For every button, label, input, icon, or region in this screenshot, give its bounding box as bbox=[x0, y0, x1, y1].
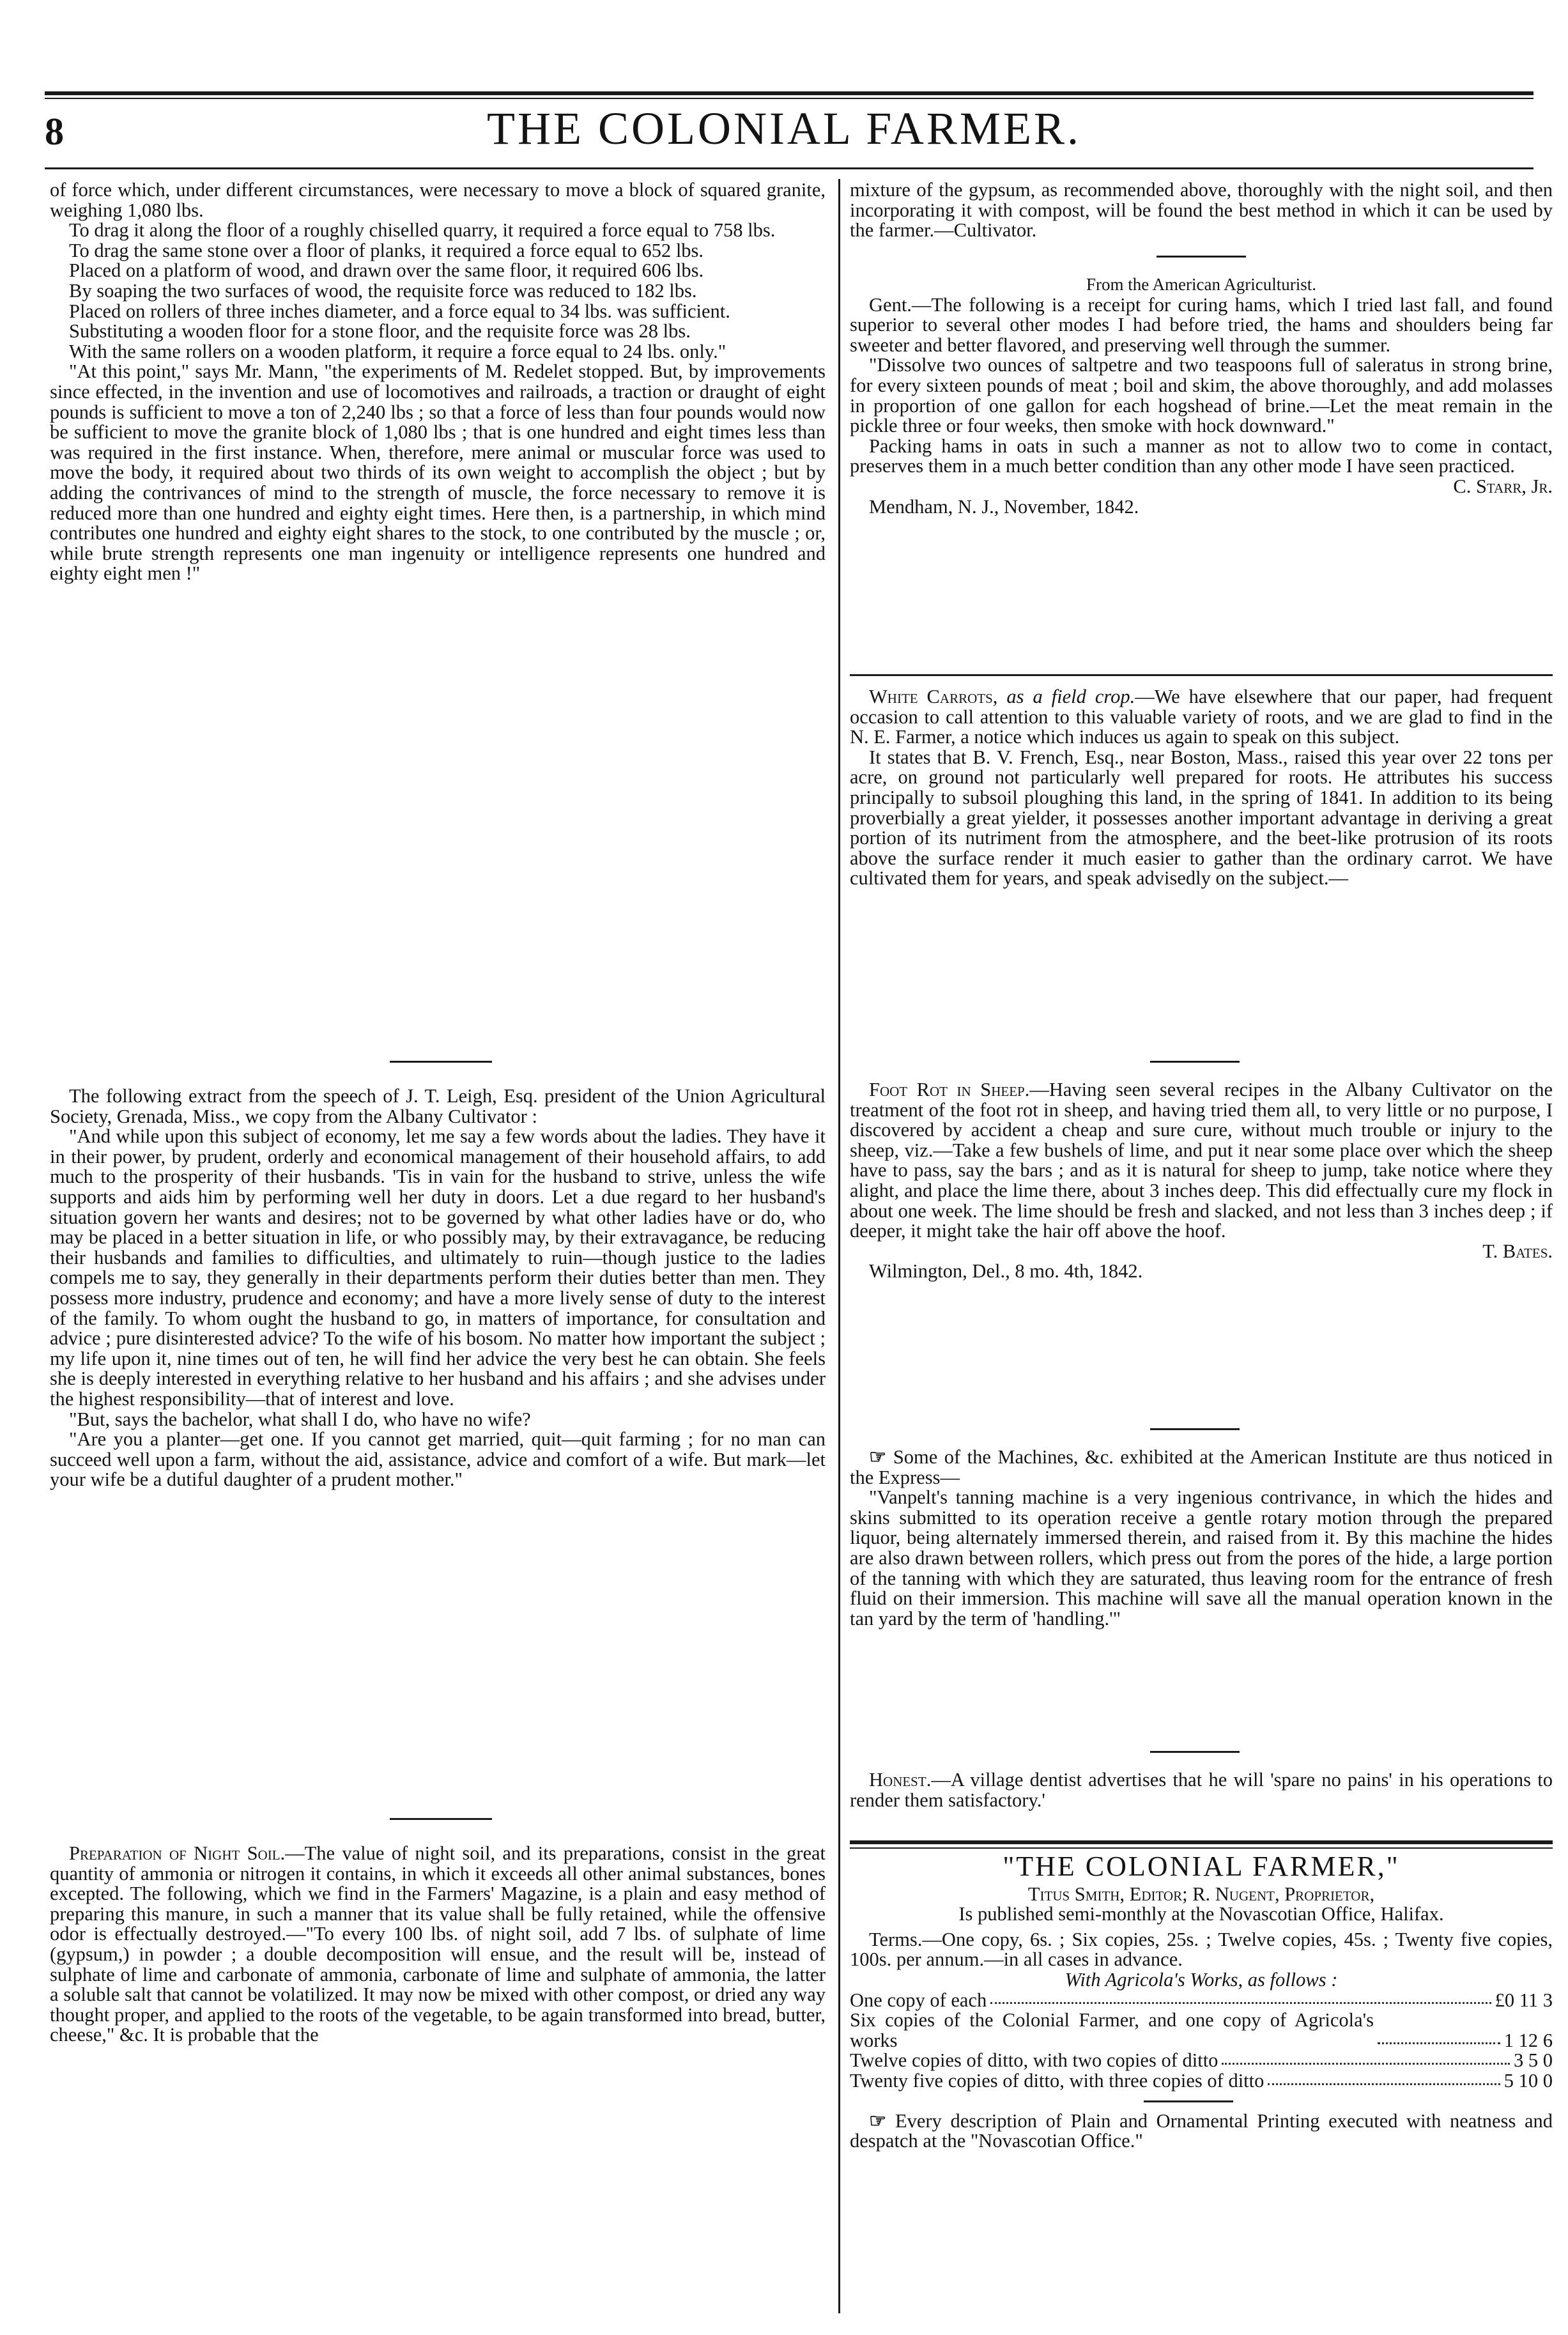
price-value: 5 10 0 bbox=[1503, 2069, 1553, 2092]
machines-article bbox=[850, 1447, 1553, 1629]
article-body: Some of the Machines, &c. exhibited at the American Institute are thus noticed in the Express— bbox=[850, 1446, 1553, 1488]
article-lead: Foot Rot in Sheep. bbox=[869, 1079, 1030, 1100]
price-label: Six copies of the Colonial Farmer, and one copy of Agricola's works bbox=[850, 2009, 1374, 2051]
price-value: 1 12 6 bbox=[1503, 2029, 1553, 2051]
carrots-article bbox=[850, 687, 1553, 889]
paragraph: It states that B. V. French, Esq., near Boston, Mass., raised this year over 22 tons per acre, on ground not particularly well prepared for roots. He attributes his success principally to subsoil ploughing this land, in the spring of 1841. In addition to its being proverbially a great yielder, it possesses another important advantage in deriving a great portion of its nutriment from the atmosphere, and the beet-like protrusion of its roots above the surface render it much easier to gather than the ordinary carrot. We have cultivated them for years, and speak advisedly on the subject.— bbox=[850, 746, 1553, 890]
paragraph: Packing hams in oats in such a manner as not to allow two to come in contact, preserves them in a much better condition than any other mode I have seen practiced. bbox=[850, 435, 1553, 477]
article-body: —Having seen several recipes in the Albany Cultivator on the treatment of the foot rot in sheep, and having tried them all, to very little or no purpose, I discovered by accident a cheap and sure cure, without much trouble or injury to the sheep, viz.—Take a few bushels of lime, and put it near some place over which the sheep have to pass, say the bars ; and as it is natural for sheep to jump, take notice where they alight, and place the lime there, about 3 inches deep. This did effectually cure my flock in about one week. The lime should be fresh and slacked, and not less than 3 inches deep ; if deeper, it might take the hair off above the hoof. bbox=[850, 1079, 1553, 1242]
article-body: —We have elsewhere that our paper, had frequent occasion to call attention to this valuable variety of roots, and we are glad to find in the N. E. Farmer, a notice which induces us again to speak on this subject. bbox=[850, 686, 1553, 748]
price-row bbox=[850, 2071, 1553, 2092]
column-divider bbox=[838, 179, 840, 2313]
paragraph: "Dissolve two ounces of saltpetre and two teaspoons full of saleratus in strong brine, for every sixteen pounds of meat ; boil and skim, the above thoroughly, and add molasses in proportion of one gallon for each hogshead of brine.—Let the meat remain in the pickle three or four weeks, then smoke with hock downward." bbox=[850, 354, 1553, 437]
paragraph: "Vanpelt's tanning machine is a very ingenious contrivance, in which the hides and skins submitted to its operation receive a gentle rotary motion through the prepared liquor, being alternately immersed therein, and raised from it. By this machine the hides are also drawn between rollers, which press out from the pores of the hide, a large portion of the tanning with which they are saturated, thus leaving room for the entrance of fresh fluid on their immersion. This machine will save all the manual operation known in the tan yard by the term of 'handling.'" bbox=[850, 1486, 1553, 1630]
notice-title: "THE COLONIAL FARMER," bbox=[1003, 1851, 1400, 1882]
paragraph: To drag the same stone over a floor of planks, it required a force equal to 652 lbs. bbox=[69, 239, 704, 261]
subscription-notice bbox=[850, 1851, 1553, 2152]
price-value: 3 5 0 bbox=[1514, 2049, 1553, 2072]
paragraph: Placed on rollers of three inches diameter, and a force equal to 34 lbs. was sufficient. bbox=[69, 300, 730, 322]
article-lead: White Carrots, bbox=[869, 686, 998, 707]
article-lead: Preparation of Night Soil. bbox=[69, 1842, 286, 1864]
traction-article bbox=[50, 180, 826, 584]
article-lead: Honest. bbox=[869, 1769, 932, 1791]
paragraph: "But, says the bachelor, what shall I do, who have no wife? bbox=[69, 1408, 531, 1430]
paragraph bbox=[850, 1770, 1553, 1810]
paragraph: With the same rollers on a wooden platform, it require a force equal to 24 lbs. only." bbox=[69, 340, 726, 362]
pointing-hand-icon: ☞ bbox=[869, 2109, 887, 2132]
paragraph: "At this point," says Mr. Mann, "the experiments of M. Redelet stopped. But, by improvements since effected, in the invention and use of locomotives and railroads, a traction or draught of eight pounds is sufficient to move a ton of 2,240 lbs ; so that a force of less than four pounds would now be sufficient to move the granite block of 1,080 lbs ; that is one hundred and eight times less than was required in the first instance. When, therefore, mere animal or muscular force was used to move the body, it required about two thirds of its own weight to accomplish the object ; but by adding the contrivances of mind to the strength of muscle, the force necessary to remove it is reduced more than one hundred and eighty eight times. Here then, is a partnership, in which mind contributes one hundred and eighty eight shares to the stock, to one contributed by the muscle ; or, while brute strength represents one man ingenuity or intelligence represents one hundred and eighty eight men !" bbox=[50, 360, 826, 585]
article-separator bbox=[390, 1818, 492, 1820]
article-separator bbox=[850, 674, 1553, 676]
top-rule bbox=[45, 91, 1533, 95]
price-value: £0 11 3 bbox=[1495, 1989, 1553, 2011]
paragraph: By soaping the two surfaces of wood, the requisite force was reduced to 182 lbs. bbox=[69, 279, 697, 302]
notice-publish-line: Is published semi-monthly at the Novascotian Office, Halifax. bbox=[958, 1903, 1444, 1925]
hams-article bbox=[850, 275, 1553, 517]
article-separator bbox=[1150, 1061, 1240, 1063]
leader-dots bbox=[1222, 2051, 1510, 2065]
price-row bbox=[850, 2010, 1553, 2051]
header-rule bbox=[45, 167, 1533, 169]
article-separator bbox=[1144, 2100, 1233, 2102]
article-body: —A village dentist advertises that he will 'spare no pains' in his operations to render them satisfactory.' bbox=[850, 1769, 1553, 1811]
notice-editor-line: Titus Smith, Editor; R. Nugent, Proprietor, bbox=[1027, 1883, 1375, 1905]
paragraph: "And while upon this subject of economy, let me say a few words about the ladies. They have it in their power, by prudent, orderly and economical management of their household affairs, to add much to the prosperity of their husbands. 'Tis in vain for the husband to strive, unless the wife supports and aids him by performing well her duty in doors. Let a due regard to her husband's situation govern her wants and desires; not to be governed by what other ladies have or do, who may be placed in a better situation in life, or who possibly may, by their extravagance, be reducing their husbands and families to difficulties, and ultimately to ruin—though justice to the ladies compels me to say, they generally in their departments perform their duties better than men. They possess more industry, prudence and economy; and have a more lively sense of duty to the interest of the family. To whom ought the husband to go, in matters of importance, for consultation and advice ; pure disinterested advice? To the wife of his bosom. No matter how important the subject ; my life upon it, nine times out of ten, he will find her advice the very best he can obtain. She feels she is deeply interested in everything relative to her husband and his affairs ; and she advises under the highest responsibility—that of interest and love. bbox=[50, 1125, 826, 1410]
article-lead-italic: as a field crop. bbox=[1006, 686, 1135, 707]
honest-article bbox=[850, 1770, 1553, 1810]
page-title: THE COLONIAL FARMER. bbox=[487, 103, 1081, 154]
source-line: From the American Agriculturist. bbox=[1086, 275, 1316, 294]
paragraph bbox=[850, 1080, 1553, 1242]
paragraph: Gent.—The following is a receipt for curing hams, which I tried last fall, and found superior to several other modes I had before tried, the hams and shoulders being far sweeter and better flavored, and preserving well through the summer. bbox=[850, 293, 1553, 356]
printing-text: Every description of Plain and Ornamental Printing executed with neatness and despatch at the "Novascotian Office." bbox=[850, 2109, 1553, 2152]
place-date: Wilmington, Del., 8 mo. 4th, 1842. bbox=[869, 1260, 1143, 1283]
leader-dots bbox=[1268, 2071, 1500, 2085]
leader-dots bbox=[990, 1991, 1491, 2005]
paragraph bbox=[850, 1447, 1553, 1488]
notice-rule-top bbox=[850, 1840, 1553, 1844]
article-separator bbox=[390, 1061, 492, 1063]
price-row bbox=[850, 1991, 1553, 2011]
place-date: Mendham, N. J., November, 1842. bbox=[869, 495, 1139, 518]
price-label: Twelve copies of ditto, with two copies of ditto bbox=[850, 2049, 1218, 2072]
paragraph: The following extract from the speech of J. T. Leigh, Esq. president of the Union Agricultural Society, Grenada, Miss., we copy from the Albany Cultivator : bbox=[50, 1085, 826, 1127]
paragraph: Placed on a platform of wood, and drawn over the same floor, it required 606 lbs. bbox=[69, 259, 704, 282]
top-rule-thin bbox=[45, 98, 1533, 99]
paragraph bbox=[50, 1844, 826, 2046]
pointing-hand-icon: ☞ bbox=[869, 1446, 887, 1468]
paragraph: of force which, under different circumstances, were necessary to move a block of squared granite, weighing 1,080 lbs. bbox=[50, 179, 826, 221]
paragraph: "Are you a planter—get one. If you cannot get married, quit—quit farming ; for no man can succeed well upon a farm, without the aid, assistance, advice and comfort of a wife. But mark—let your wife be a dutiful daughter of a prudent mother." bbox=[50, 1428, 826, 1491]
paragraph: Substituting a wooden floor for a stone floor, and the requisite force was 28 lbs. bbox=[69, 320, 691, 343]
price-row bbox=[850, 2051, 1553, 2071]
paragraph: mixture of the gypsum, as recommended above, thoroughly with the night soil, and then incorporating it with compost, will be found the best method in which it can be used by the farmer.—Cultivator. bbox=[850, 179, 1553, 242]
article-separator bbox=[1150, 1428, 1240, 1430]
night-soil-article bbox=[50, 1844, 826, 2046]
signature: T. Bates. bbox=[1482, 1240, 1553, 1262]
leigh-article bbox=[50, 1086, 826, 1490]
leader-dots bbox=[1378, 2010, 1500, 2044]
notice-agricola: With Agricola's Works, as follows : bbox=[1065, 1968, 1338, 1991]
printing-notice bbox=[850, 2111, 1553, 2152]
foot-rot-article bbox=[850, 1080, 1553, 1282]
article-separator bbox=[1150, 1751, 1240, 1753]
page-number: 8 bbox=[45, 111, 64, 153]
price-label: One copy of each bbox=[850, 1989, 987, 2011]
notice-rule-top-thin bbox=[850, 1847, 1553, 1849]
signature: C. Starr, Jr. bbox=[1453, 475, 1553, 497]
article-body: —The value of night soil, and its preparations, consist in the great quantity of ammonia or nitrogen it contains, in which it exceeds all other animal substances, bones excepted. The following, which we find in the Farmers' Magazine, is a plain and easy method of preparing this manure, in such a manner that its value shall be fully retained, while the offensive odor is effectually destroyed.—"To every 100 lbs. of night soil, add 7 lbs. of sulphate of lime (gypsum,) in powder ; a double decomposition will ensue, and the result will be, instead of sulphate of lime and carbonate of ammonia, carbonate of lime and sulphate of ammonia, the latter a soluble salt that cannot be volatilized. It may now be mixed with other compost, or dried any way thought proper, and applied to the roots of the vegetable, to be again transformed into bread, butter, cheese," &c. It is probable that the bbox=[50, 1842, 826, 2046]
notice-terms: Terms.—One copy, 6s. ; Six copies, 25s. ; Twelve copies, 45s. ; Twenty five copies, 100s. per annum.—in all cases in advance. bbox=[850, 1928, 1553, 1971]
paragraph: To drag it along the floor of a roughly chiselled quarry, it required a force equal to 758 lbs. bbox=[69, 219, 776, 242]
article-separator bbox=[1157, 256, 1246, 258]
gypsum-continuation bbox=[850, 180, 1553, 241]
price-label: Twenty five copies of ditto, with three copies of ditto bbox=[850, 2069, 1264, 2092]
paragraph bbox=[850, 687, 1553, 748]
